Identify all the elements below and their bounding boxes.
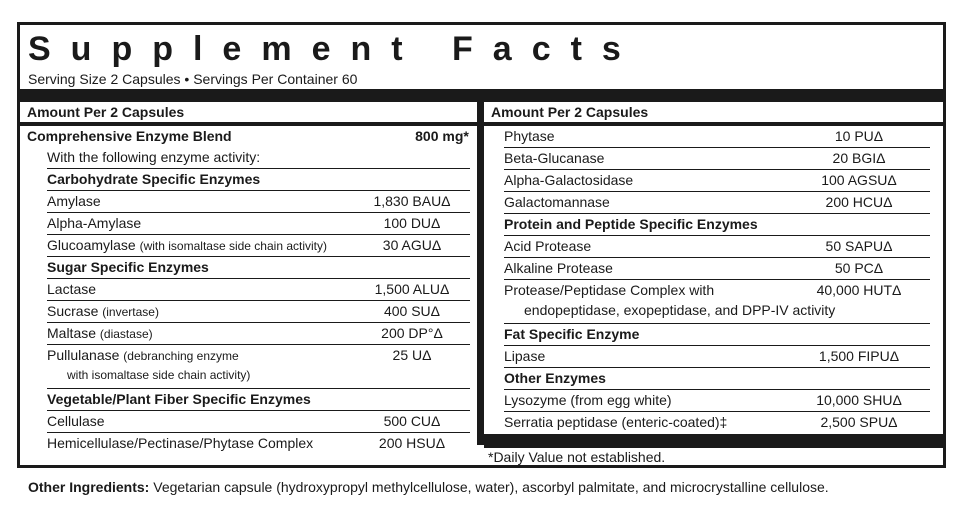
enzyme-row (47, 191, 470, 213)
enzyme-amount: 500 CUΔ (383, 413, 441, 429)
enzyme-amount: 2,500 SPUΔ (820, 414, 898, 430)
enzyme-row (47, 345, 470, 389)
blend-intro-row (47, 147, 470, 169)
enzyme-note: (with isomaltase side chain activity) (139, 239, 327, 253)
enzyme-amount: 50 SAPUΔ (825, 238, 893, 254)
enzyme-name: Lipase (504, 348, 546, 364)
enzyme-amount: 40,000 HUTΔ (816, 282, 902, 298)
enzyme-amount: 400 SUΔ (383, 303, 441, 319)
section-title-row (504, 214, 930, 236)
left-column-header: Amount Per 2 Capsules (27, 104, 185, 120)
enzyme-name: Phytase (504, 128, 555, 144)
enzyme-name: Hemicellulase/Pectinase/Phytase Complex (47, 435, 314, 451)
enzyme-row (504, 390, 930, 412)
blend-row (27, 126, 470, 147)
enzyme-note: (invertase) (102, 305, 159, 319)
enzyme-name: Galactomannase (504, 194, 610, 210)
enzyme-row (504, 258, 930, 280)
enzyme-amount: 200 HCUΔ (825, 194, 893, 210)
bottom-bar (484, 434, 943, 448)
enzyme-row (504, 170, 930, 192)
enzyme-name: Acid Protease (504, 238, 592, 254)
enzyme-row (47, 411, 470, 433)
enzyme-row (504, 412, 930, 433)
section-title-row (504, 368, 930, 390)
enzyme-name: Sucrase (47, 303, 99, 319)
enzyme-note-continued: with isomaltase side chain activity) (67, 368, 251, 382)
section-title-vegetable: Vegetable/Plant Fiber Specific Enzymes (47, 391, 311, 407)
enzyme-name: Alkaline Protease (504, 260, 613, 276)
enzyme-amount: 10,000 SHUΔ (816, 392, 902, 408)
blend-name: Comprehensive Enzyme Blend (27, 128, 232, 144)
blend-amount: 800 mg* (415, 128, 469, 144)
blend-intro: With the following enzyme activity: (47, 149, 261, 165)
enzyme-name-continued: endopeptidase, exopeptidase, and DPP-IV activity (524, 302, 836, 318)
top-bar (20, 89, 943, 102)
enzyme-amount: 10 PUΔ (834, 128, 884, 144)
enzyme-amount: 200 DP°Δ (381, 325, 443, 341)
section-title-fat: Fat Specific Enzyme (504, 326, 640, 342)
enzyme-name: Alpha-Amylase (47, 215, 142, 231)
enzyme-note: (diastase) (99, 327, 153, 341)
enzyme-row (47, 323, 470, 345)
enzyme-name: Maltase (47, 325, 97, 341)
enzyme-row (504, 280, 930, 324)
panel-title: Supplement Facts (28, 30, 641, 68)
enzyme-amount: 200 HSUΔ (378, 435, 446, 451)
section-title-row (47, 169, 470, 191)
enzyme-row (504, 346, 930, 368)
enzyme-row (47, 279, 470, 301)
enzyme-row (47, 301, 470, 323)
section-title-other: Other Enzymes (504, 370, 606, 386)
enzyme-amount: 20 BGIΔ (832, 150, 886, 166)
enzyme-row (504, 192, 930, 214)
enzyme-row (47, 433, 470, 454)
enzyme-row (504, 148, 930, 170)
enzyme-name: Lysozyme (from egg white) (504, 392, 672, 408)
enzyme-name: Alpha-Galactosidase (504, 172, 634, 188)
enzyme-name: Glucoamylase (47, 237, 136, 253)
enzyme-row (504, 236, 930, 258)
enzyme-amount: 30 AGUΔ (382, 237, 442, 253)
supplement-facts-panel (17, 22, 946, 468)
enzyme-row (504, 126, 930, 148)
enzyme-amount: 50 PCΔ (834, 260, 884, 276)
other-ingredients (28, 478, 829, 496)
left-column (20, 102, 477, 454)
enzyme-amount: 1,830 BAUΔ (373, 193, 451, 209)
section-title-sugar: Sugar Specific Enzymes (47, 259, 209, 275)
section-title-row (504, 324, 930, 346)
enzyme-name: Cellulase (47, 413, 105, 429)
enzyme-name: Beta-Glucanase (504, 150, 605, 166)
enzyme-amount: 1,500 ALUΔ (374, 281, 450, 297)
enzyme-name: Protease/Peptidase Complex with (504, 282, 715, 298)
enzyme-amount: 25 UΔ (392, 347, 432, 363)
enzyme-name: Pullulanase (47, 347, 120, 363)
section-title-row (47, 257, 470, 279)
enzyme-name: Serratia peptidase (enteric-coated)‡ (504, 414, 728, 430)
enzyme-amount: 1,500 FIPUΔ (818, 348, 900, 364)
right-column-header: Amount Per 2 Capsules (491, 104, 649, 120)
other-ingredients-text: Vegetarian capsule (hydroxypropyl methylcellulose, water), ascorbyl palmitate, and microcrystalline cellulose. (149, 479, 829, 495)
enzyme-row (47, 213, 470, 235)
daily-value-footnote: *Daily Value not established. (488, 449, 666, 465)
serving-info: Serving Size 2 Capsules • Servings Per Container 60 (28, 71, 358, 87)
enzyme-name: Lactase (47, 281, 97, 297)
enzyme-name: Amylase (47, 193, 101, 209)
section-title-protein: Protein and Peptide Specific Enzymes (504, 216, 758, 232)
enzyme-amount: 100 AGSUΔ (821, 172, 897, 188)
section-title-carbohydrate: Carbohydrate Specific Enzymes (47, 171, 261, 187)
enzyme-amount: 100 DUΔ (383, 215, 441, 231)
right-column (484, 102, 943, 433)
enzyme-row (47, 235, 470, 257)
enzyme-note: (debranching enzyme (123, 349, 239, 363)
column-divider (477, 102, 484, 445)
section-title-row (47, 389, 470, 411)
other-ingredients-label: Other Ingredients: (28, 479, 150, 495)
